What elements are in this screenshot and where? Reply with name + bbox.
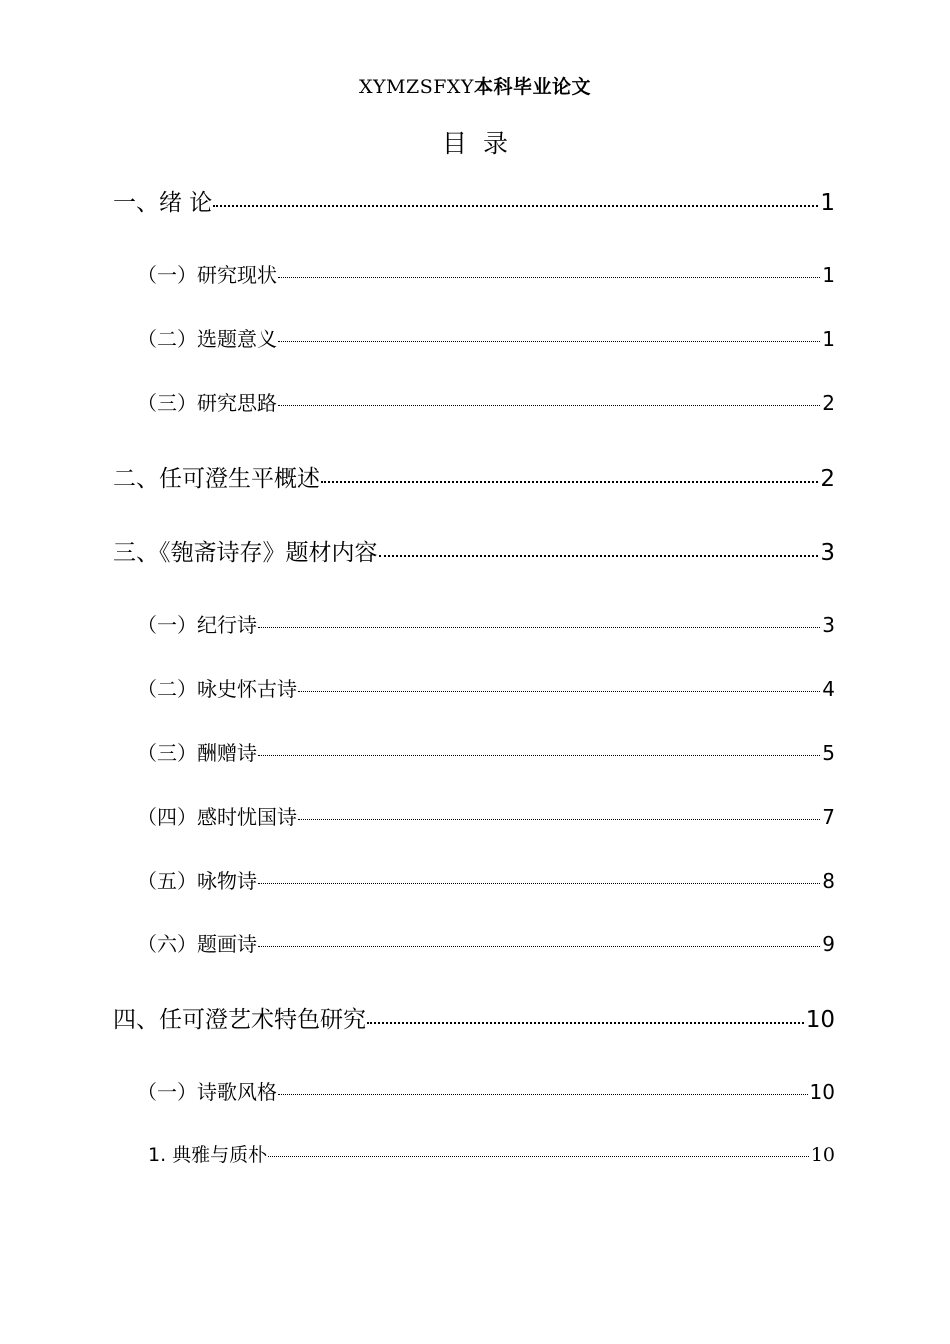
toc-entry-label: 二、任可澄生平概述	[113, 466, 320, 492]
toc-entry[interactable]	[113, 534, 835, 567]
toc-entry[interactable]	[137, 323, 835, 352]
dot-leader	[278, 1094, 808, 1095]
toc-entry[interactable]	[137, 673, 835, 702]
dot-leader	[258, 627, 820, 628]
toc-entry-page: 8	[822, 869, 835, 893]
toc-entry[interactable]	[137, 1076, 835, 1105]
dot-leader	[379, 555, 819, 557]
toc-entry-label: （一）研究现状	[137, 263, 277, 287]
toc-entry-page: 5	[822, 741, 835, 765]
toc-entry-page: 1	[820, 190, 835, 216]
toc-entry-label: （二）咏史怀古诗	[137, 677, 297, 701]
toc-entry-page: 4	[822, 677, 835, 701]
toc-entry[interactable]	[113, 460, 835, 493]
dot-leader	[258, 946, 820, 947]
toc-entry-page: 3	[820, 540, 835, 566]
dot-leader	[298, 691, 820, 692]
toc-entry-page: 2	[820, 466, 835, 492]
toc-entry-label: （一）纪行诗	[137, 613, 257, 637]
toc-entry[interactable]	[137, 865, 835, 894]
toc-entry-page: 10	[809, 1080, 835, 1104]
dot-leader	[367, 1022, 804, 1024]
toc-entry[interactable]	[137, 928, 835, 957]
dot-leader	[298, 819, 820, 820]
dot-leader	[278, 405, 820, 406]
toc-entry-label: 四、任可澄艺术特色研究	[113, 1007, 366, 1033]
toc-entry[interactable]	[113, 184, 835, 217]
toc-entry-page: 10	[805, 1007, 835, 1033]
toc-entry[interactable]	[137, 387, 835, 416]
toc-entry[interactable]	[137, 801, 835, 830]
toc-title: 目录	[441, 129, 524, 158]
toc-entry[interactable]	[148, 1140, 835, 1167]
header-thesis-type: 本科毕业论文	[473, 76, 591, 98]
dot-leader	[258, 755, 820, 756]
toc-entry-label: （一）诗歌风格	[137, 1080, 277, 1104]
dot-leader	[278, 341, 820, 342]
toc-entry-label: 一、绪 论	[113, 190, 213, 216]
toc-entry-label: 1. 典雅与质朴	[148, 1144, 268, 1166]
toc-entry-page: 1	[822, 263, 835, 287]
toc-entry-label: （二）选题意义	[137, 327, 277, 351]
toc-entry-label: （六）题画诗	[137, 932, 257, 956]
toc-entry-page: 10	[810, 1144, 835, 1166]
toc-entry-label: 三、《匏斋诗存》题材内容	[113, 540, 378, 566]
page-header	[0, 72, 950, 99]
toc-entry[interactable]	[137, 737, 835, 766]
toc-entry-page: 2	[822, 391, 835, 415]
header-school-code: XYMZSFXY	[358, 76, 474, 98]
dot-leader	[321, 481, 818, 483]
dot-leader	[213, 205, 818, 207]
toc-entry-page: 3	[822, 613, 835, 637]
toc-entry[interactable]	[113, 1001, 835, 1034]
toc-entry-label: （三）研究思路	[137, 391, 277, 415]
toc-entry[interactable]	[137, 609, 835, 638]
toc-entry-page: 7	[822, 805, 835, 829]
toc-entry-page: 1	[822, 327, 835, 351]
toc-entry[interactable]	[137, 259, 835, 288]
dot-leader	[278, 277, 820, 278]
toc-entry-page: 9	[822, 932, 835, 956]
dot-leader	[268, 1156, 809, 1157]
toc-entry-label: （四）感时忧国诗	[137, 805, 297, 829]
toc-entry-label: （五）咏物诗	[137, 869, 257, 893]
dot-leader	[258, 883, 820, 884]
toc-entry-label: （三）酬赠诗	[137, 741, 257, 765]
